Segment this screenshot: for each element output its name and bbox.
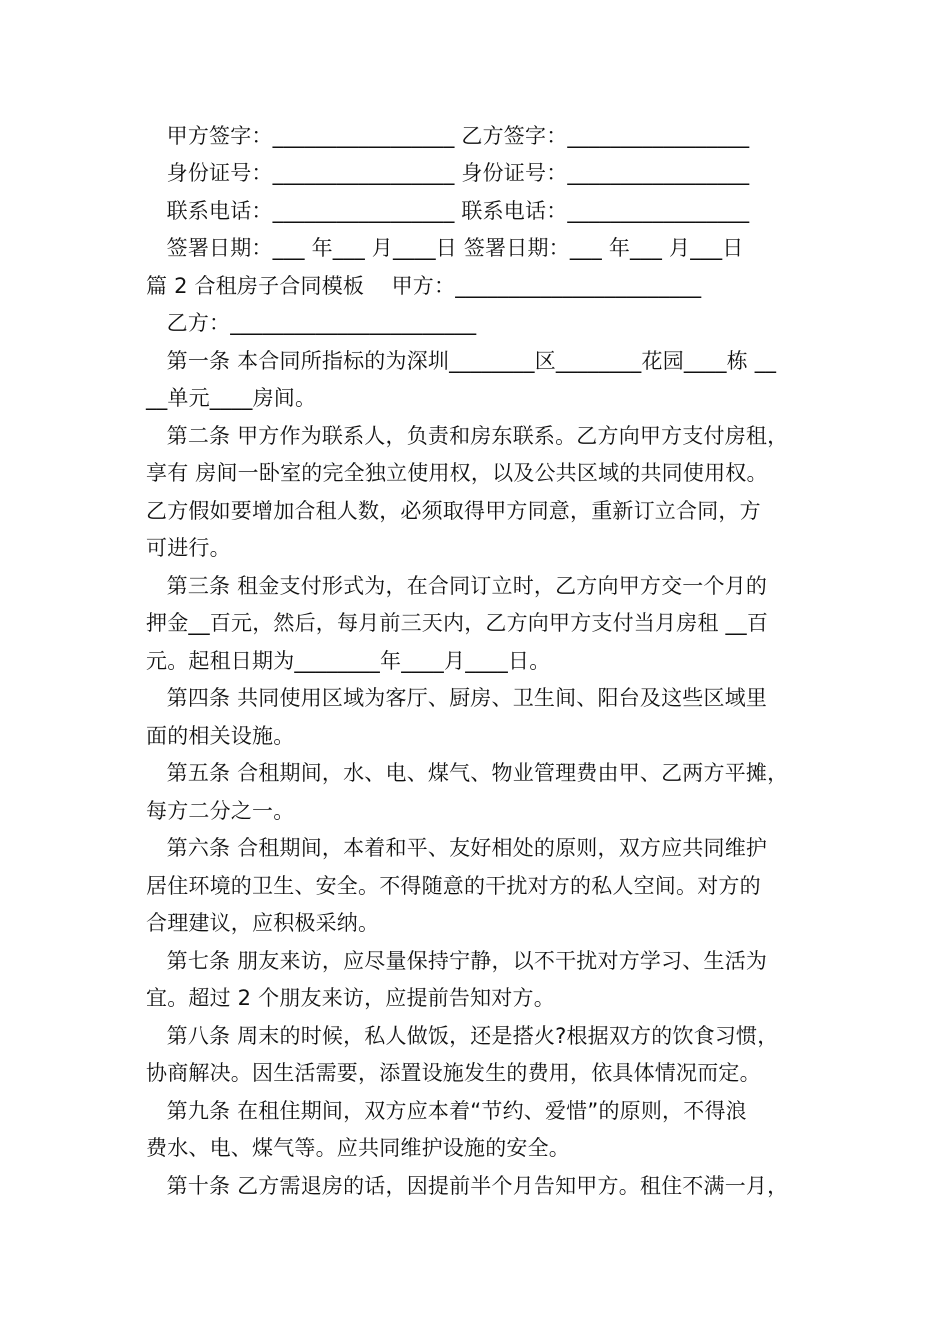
article-9-line-1: 第九条 在租住期间，双方应本着“节约、爱惜”的原则，不得浪 xyxy=(146,1099,747,1123)
article-1-line-2: __单元____房间。 xyxy=(146,386,317,410)
article-7-line-1: 第七条 朋友来访，应尽量保持宁静，以不干扰对方学习、生活为 xyxy=(146,949,768,973)
article-10-line-1: 第十条 乙方需退房的话，因提前半个月告知甲方。租住不满一月， xyxy=(146,1174,789,1198)
article-6-line-3: 合理建议，应积极采纳。 xyxy=(146,911,380,935)
id-number-line: 身份证号：_________________ 身份证号：_________________ xyxy=(146,161,750,185)
article-5-line-1: 第五条 合租期间，水、电、煤气、物业管理费由甲、乙两方平摊， xyxy=(146,761,789,785)
article-3-line-3: 元。起租日期为________年____月____日。 xyxy=(146,649,551,673)
article-2-line-4: 可进行。 xyxy=(146,536,231,560)
signature-line-party-a-b: 甲方签字：_________________ 乙方签字：_________________ xyxy=(146,124,750,148)
article-2-line-1: 第二条 甲方作为联系人，负责和房东联系。乙方向甲方支付房租， xyxy=(146,424,789,448)
article-6-line-1: 第六条 合租期间，本着和平、友好相处的原则，双方应共同维护 xyxy=(146,836,768,860)
article-8-line-2: 协商解决。因生活需要，添置设施发生的费用，依具体情况而定。 xyxy=(146,1061,761,1085)
article-3-line-1: 第三条 租金支付形式为，在合同订立时，乙方向甲方交一个月的 xyxy=(146,574,768,598)
section-title: 篇 2 合租房子合同模板 甲方：_______________________ xyxy=(146,274,702,298)
article-4-line-1: 第四条 共同使用区域为客厅、厨房、卫生间、阳台及这些区域里 xyxy=(146,686,768,710)
article-2-line-3: 乙方假如要增加合租人数，必须取得甲方同意，重新订立合同，方 xyxy=(146,499,761,523)
sign-date-line: 签署日期：___ 年___ 月____日 签署日期：___ 年___ 月___日 xyxy=(146,236,744,260)
phone-line: 联系电话：_________________ 联系电话：_________________ xyxy=(146,199,750,223)
article-5-line-2: 每方二分之一。 xyxy=(146,799,295,823)
article-9-line-2: 费水、电、煤气等。应共同维护设施的安全。 xyxy=(146,1136,570,1160)
party-b-line: 乙方：_______________________ xyxy=(146,311,477,335)
article-8-line-1: 第八条 周末的时候，私人做饭，还是搭火?根据双方的饮食习惯， xyxy=(146,1024,779,1048)
article-3-line-2: 押金__百元，然后，每月前三天内，乙方向甲方支付当月房租 __百 xyxy=(146,611,769,635)
article-2-line-2: 享有 房间一卧室的完全独立使用权，以及公共区域的共同使用权。 xyxy=(146,461,768,485)
article-4-line-2: 面的相关设施。 xyxy=(146,724,295,748)
article-6-line-2: 居住环境的卫生、安全。不得随意的干扰对方的私人空间。对方的 xyxy=(146,874,761,898)
article-1-line-1: 第一条 本合同所指标的为深圳________区________花园____栋 __ xyxy=(146,349,777,373)
article-7-line-2: 宜。超过 2 个朋友来访，应提前告知对方。 xyxy=(146,986,555,1010)
